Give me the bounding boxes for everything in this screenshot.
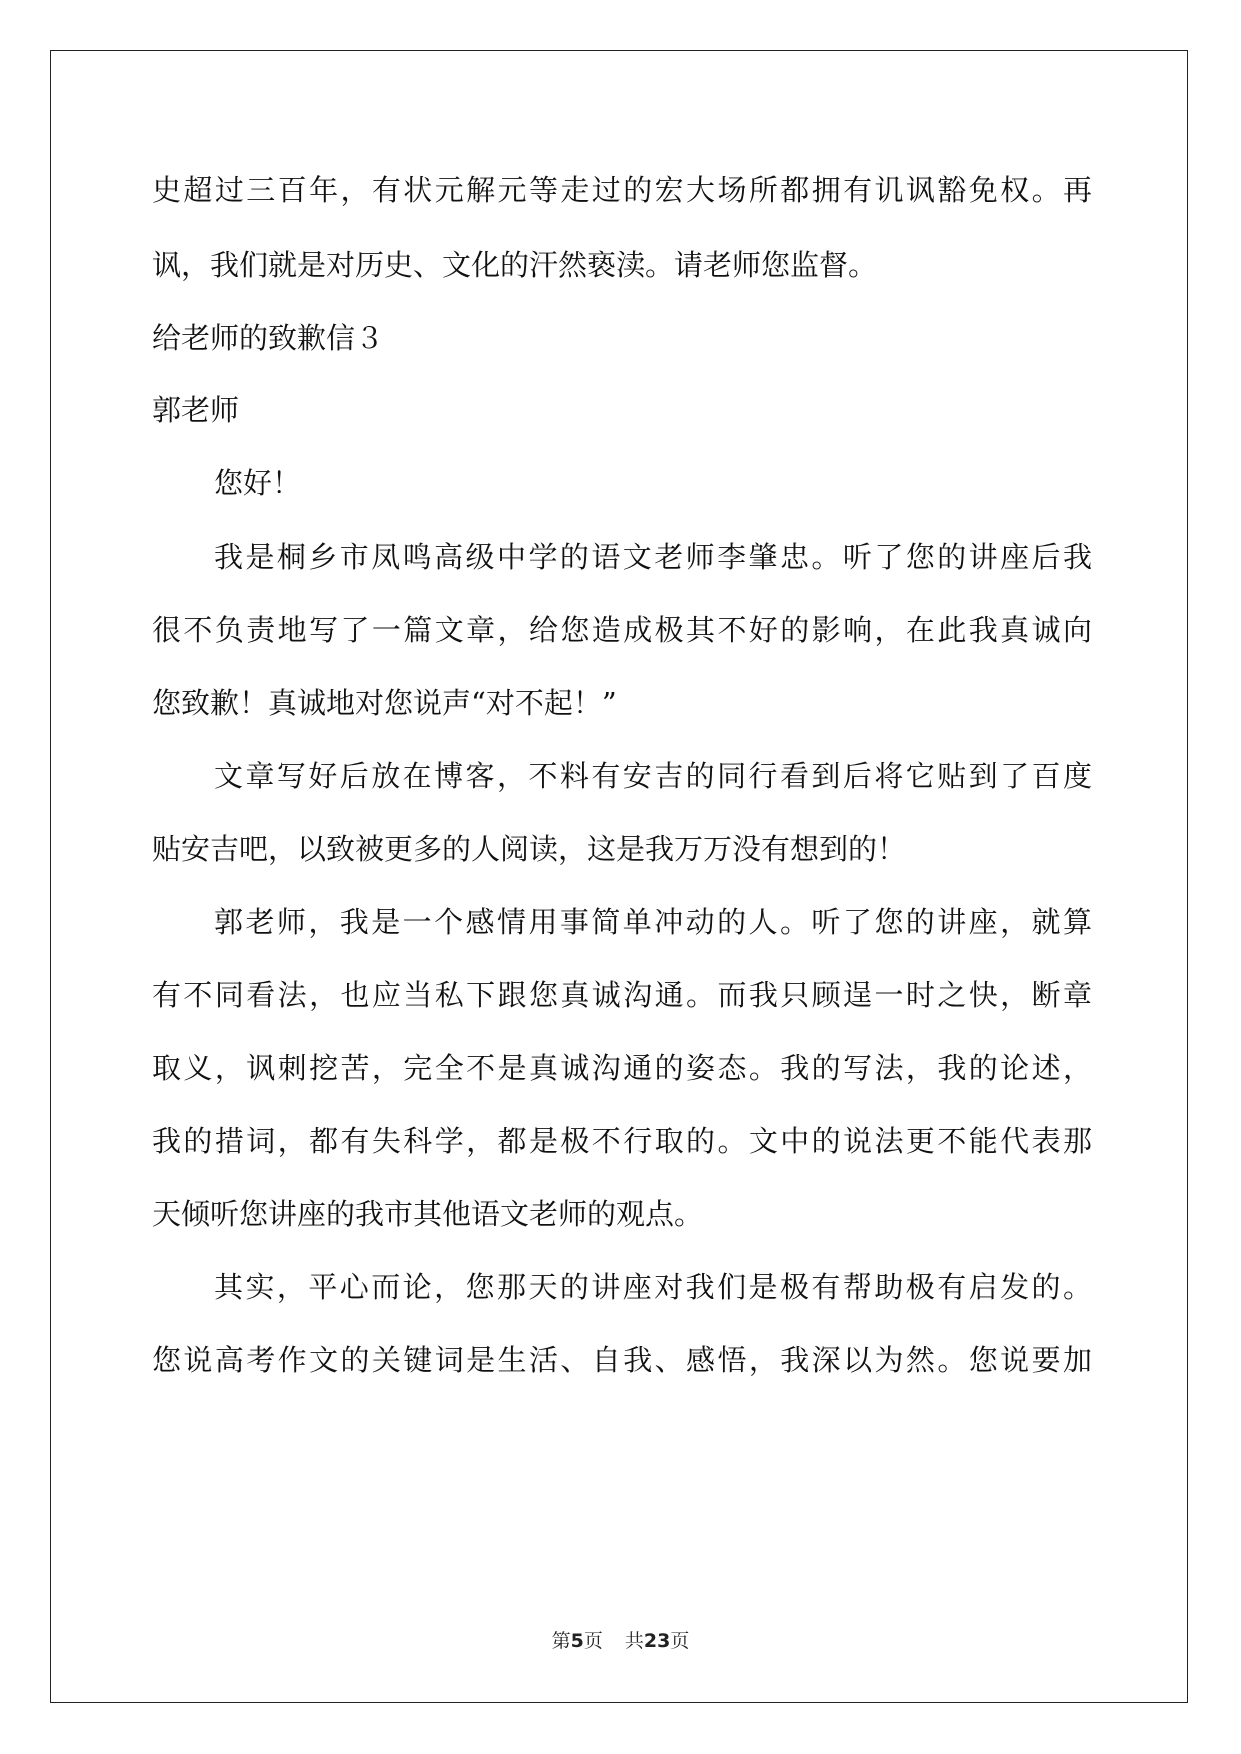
body-line: 天倾听您讲座的我市其他语文老师的观点。 bbox=[152, 1197, 704, 1231]
body-line: 您致歉！真诚地对您说声“对不起！” bbox=[152, 686, 617, 720]
body-line: 贴安吉吧，以致被更多的人阅读，这是我万万没有想到的！ bbox=[152, 832, 907, 866]
salutation: 郭老师 bbox=[152, 393, 240, 427]
page-footer bbox=[0, 1628, 1241, 1654]
page-border bbox=[50, 50, 1188, 1703]
body-line: 我的措词，都有失科学，都是极不行取的。文中的说法更不能代表那 bbox=[152, 1124, 1092, 1158]
body-line: 讽，我们就是对历史、文化的汗然亵渎。请老师您监督。 bbox=[152, 248, 878, 282]
body-line: 我是桐乡市凤鸣高级中学的语文老师李肇忠。听了您的讲座后我 bbox=[214, 540, 1092, 574]
greeting: 您好！ bbox=[214, 466, 302, 500]
body-line: 很不负责地写了一篇文章，给您造成极其不好的影响，在此我真诚向 bbox=[152, 613, 1092, 647]
body-line: 有不同看法，也应当私下跟您真诚沟通。而我只顾逞一时之快，断章 bbox=[152, 978, 1092, 1012]
page-suffix: 页 bbox=[583, 1630, 603, 1652]
page-number: 5 bbox=[570, 1630, 584, 1652]
section-heading: 给老师的致歉信３ bbox=[152, 321, 385, 355]
body-line: 史超过三百年，有状元解元等走过的宏大场所都拥有讥讽豁免权。再 bbox=[152, 173, 1092, 207]
page-prefix: 第 bbox=[551, 1630, 571, 1652]
total-suffix: 页 bbox=[670, 1630, 690, 1652]
body-line: 取义，讽刺挖苦，完全不是真诚沟通的姿态。我的写法，我的论述， bbox=[152, 1051, 1092, 1085]
body-line: 文章写好后放在博客，不料有安吉的同行看到后将它贴到了百度 bbox=[214, 759, 1092, 793]
body-line: 其实，平心而论，您那天的讲座对我们是极有帮助极有启发的。 bbox=[214, 1270, 1092, 1304]
body-line: 您说高考作文的关键词是生活、自我、感悟，我深以为然。您说要加 bbox=[152, 1343, 1092, 1377]
body-line: 郭老师，我是一个感情用事简单冲动的人。听了您的讲座，就算 bbox=[214, 905, 1092, 939]
total-pages: 23 bbox=[643, 1630, 671, 1652]
total-prefix: 共 bbox=[624, 1630, 644, 1652]
